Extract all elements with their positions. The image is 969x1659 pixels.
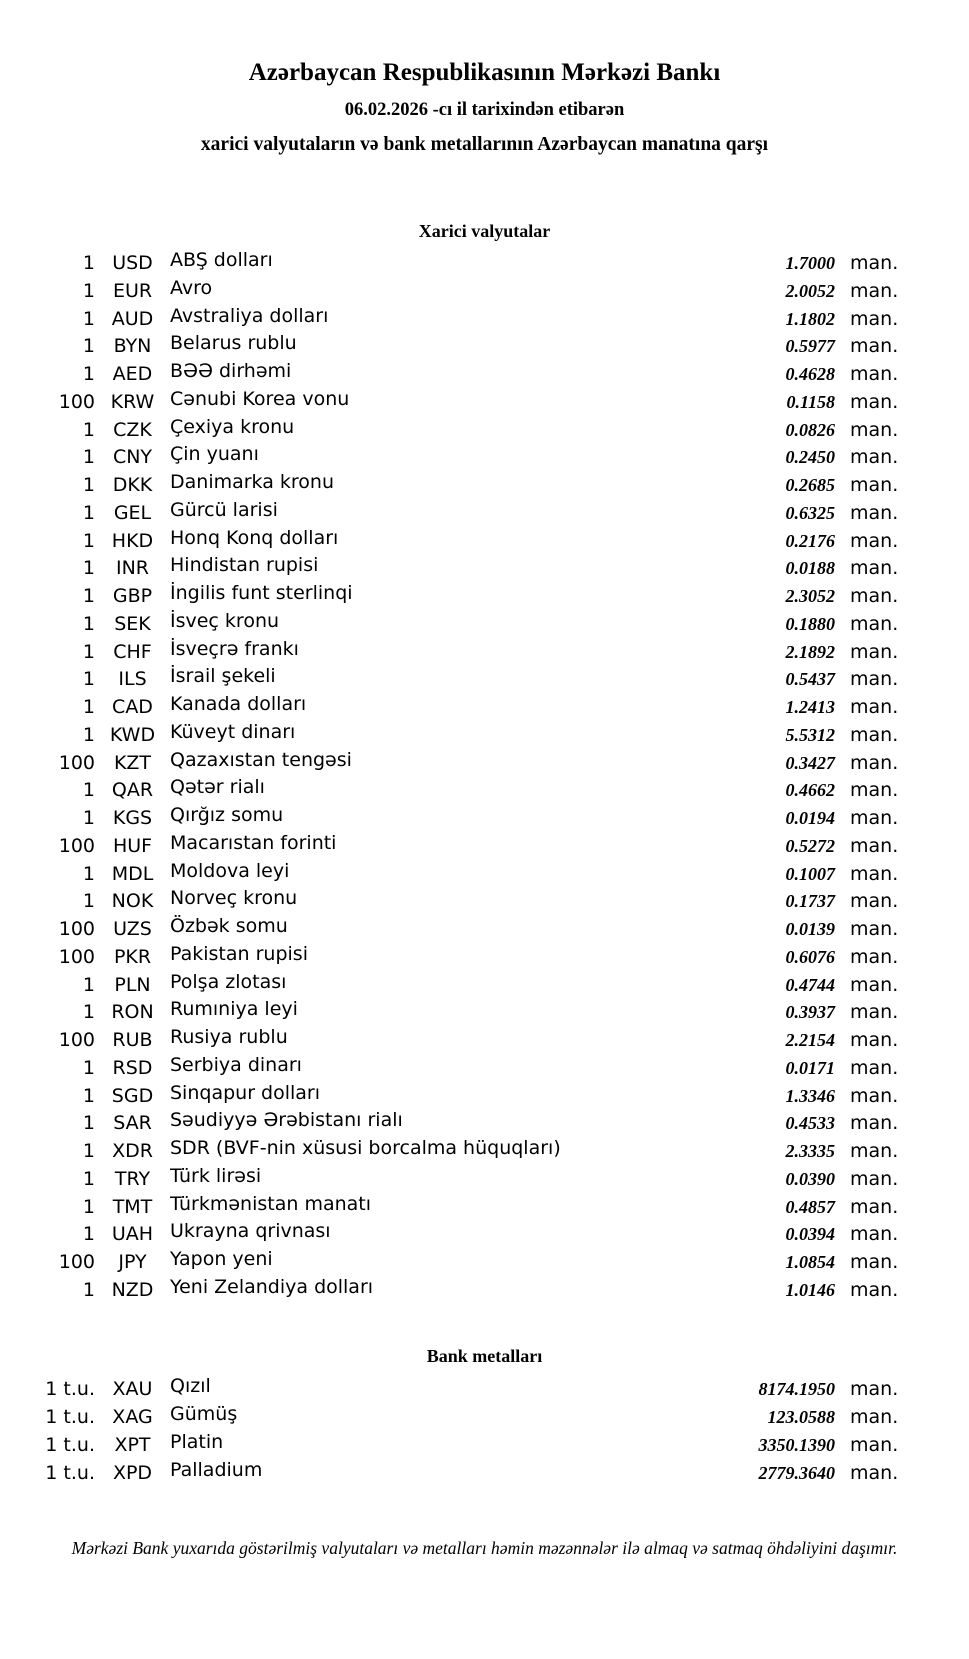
currency-row-name: Belarus rublu bbox=[170, 332, 297, 355]
currency-row-unit: man. bbox=[850, 668, 899, 691]
currency-row-name: İsrail şekeli bbox=[170, 665, 276, 688]
currency-row-unit: man. bbox=[850, 1056, 899, 1079]
currency-row bbox=[0, 1055, 969, 1083]
currency-row-code: KWD bbox=[109, 723, 156, 746]
currency-row-qty: 1 bbox=[82, 557, 95, 580]
currency-row-name: Ukrayna qrivnası bbox=[170, 1220, 331, 1243]
currency-row-qty: 1 bbox=[82, 807, 95, 829]
currency-row-unit: man. bbox=[850, 1029, 899, 1051]
currency-row-unit: man. bbox=[850, 945, 899, 968]
currency-row bbox=[0, 333, 969, 361]
currency-row bbox=[0, 500, 969, 528]
currency-row-code: ILS bbox=[118, 668, 147, 691]
currency-row-unit: man. bbox=[850, 585, 899, 607]
currency-row bbox=[0, 694, 969, 722]
metal-row-name: Palladium bbox=[170, 1458, 263, 1481]
currency-row-code: GEL bbox=[113, 501, 152, 524]
currency-row bbox=[0, 1166, 969, 1194]
currency-row-rate: 1.1802 bbox=[785, 308, 835, 329]
currency-row-rate: 1.2413 bbox=[785, 697, 835, 717]
currency-row-name: Türkmənistan manatı bbox=[170, 1192, 372, 1215]
currency-row bbox=[0, 250, 969, 278]
currency-row-qty: 1 bbox=[82, 1195, 95, 1218]
currency-row-code: MDL bbox=[111, 862, 154, 885]
currency-row-code: SAR bbox=[113, 1112, 152, 1135]
currency-row-rate: 2.0052 bbox=[785, 280, 835, 301]
metal-row-qty: 1 t.u. bbox=[45, 1377, 95, 1400]
currency-row-qty: 1 bbox=[82, 1223, 95, 1246]
currency-row-name: BƏƏ dirhəmi bbox=[170, 360, 292, 382]
metal-row-unit: man. bbox=[850, 1405, 899, 1428]
currency-row-code: KGS bbox=[112, 807, 153, 829]
currency-row-code: CNY bbox=[112, 446, 153, 469]
currency-row-unit: man. bbox=[850, 918, 899, 940]
currency-row-code: CAD bbox=[112, 696, 153, 718]
currency-row-rate: 0.2685 bbox=[785, 475, 835, 495]
currency-row-name: Hindistan rupisi bbox=[170, 554, 319, 577]
metal-row-rate: 2779.3640 bbox=[758, 1462, 835, 1483]
effective-date-line: 06.02.2026 -cı il tarixindən etibarən bbox=[344, 100, 625, 120]
currency-row-unit: man. bbox=[850, 834, 899, 857]
currency-row-qty: 1 bbox=[82, 696, 95, 718]
metal-row-rate: 8174.1950 bbox=[758, 1378, 835, 1399]
currency-row-rate: 0.4662 bbox=[785, 780, 835, 801]
currency-row-unit: man. bbox=[850, 640, 899, 663]
currency-row-qty: 100 bbox=[58, 1029, 95, 1051]
currency-row-code: GBP bbox=[112, 585, 153, 607]
currency-row bbox=[0, 555, 969, 583]
currency-row-unit: man. bbox=[850, 252, 899, 274]
currency-row bbox=[0, 611, 969, 639]
currency-row-rate: 0.0139 bbox=[785, 919, 835, 939]
currency-row-name: ABŞ dolları bbox=[170, 249, 273, 271]
currency-row bbox=[0, 1027, 969, 1055]
metal-row-name: Qızıl bbox=[170, 1374, 211, 1397]
currency-row-qty: 1 bbox=[82, 585, 95, 607]
currency-row-unit: man. bbox=[850, 696, 899, 718]
currency-row-name: İngilis funt sterlinqi bbox=[170, 582, 353, 604]
currency-row-code: AUD bbox=[111, 307, 154, 330]
currency-row-name: Çin yuanı bbox=[170, 443, 259, 466]
currency-row-code: HKD bbox=[111, 529, 154, 552]
currency-row-rate: 0.1737 bbox=[785, 891, 835, 912]
currency-row bbox=[0, 444, 969, 472]
currency-row-qty: 1 bbox=[82, 501, 95, 524]
currency-row-rate: 0.5977 bbox=[785, 336, 835, 357]
currency-row bbox=[0, 528, 969, 556]
currency-row-rate: 2.2154 bbox=[785, 1030, 835, 1050]
currency-row-code: EUR bbox=[112, 279, 153, 302]
currency-row-code: SGD bbox=[111, 1084, 154, 1107]
currency-row-unit: man. bbox=[850, 807, 899, 829]
currency-row-rate: 0.2450 bbox=[785, 447, 835, 468]
currency-row-qty: 1 bbox=[82, 1278, 95, 1301]
currency-row-name: Danimarka kronu bbox=[170, 471, 335, 493]
currency-row-qty: 1 bbox=[82, 1167, 95, 1190]
currency-row-unit: man. bbox=[850, 1140, 899, 1162]
currency-row-qty: 1 bbox=[82, 668, 95, 691]
currency-row-rate: 0.1007 bbox=[785, 863, 835, 884]
currency-row bbox=[0, 916, 969, 944]
currency-row-name: Rumıniya leyi bbox=[170, 998, 298, 1021]
currency-row-name: Polşa zlotası bbox=[170, 970, 287, 993]
currency-row bbox=[0, 805, 969, 833]
currency-row-rate: 0.4857 bbox=[785, 1196, 835, 1217]
currency-row-code: INR bbox=[115, 557, 150, 580]
metal-row bbox=[0, 1431, 969, 1459]
currency-row-rate: 1.0854 bbox=[785, 1252, 835, 1272]
currency-row-rate: 0.0171 bbox=[785, 1057, 835, 1078]
currency-row-unit: man. bbox=[850, 1195, 899, 1218]
currency-row-unit: man. bbox=[850, 973, 899, 996]
metal-row-rate: 123.0588 bbox=[767, 1406, 835, 1427]
currency-row-name: SDR (BVF-nin xüsusi borcalma hüquqları) bbox=[170, 1137, 561, 1159]
currency-row bbox=[0, 1083, 969, 1111]
currency-row-code: PLN bbox=[114, 973, 151, 996]
currency-row-name: Gürcü larisi bbox=[170, 498, 278, 521]
currency-row-qty: 1 bbox=[82, 418, 95, 441]
currency-row-name: Pakistan rupisi bbox=[170, 942, 308, 965]
metal-row bbox=[0, 1459, 969, 1487]
currency-row-code: XDR bbox=[112, 1140, 153, 1162]
currency-row-unit: man. bbox=[850, 1223, 899, 1246]
metal-row-name: Platin bbox=[170, 1430, 224, 1453]
currency-row bbox=[0, 1277, 969, 1305]
currency-row-qty: 1 bbox=[82, 335, 95, 358]
currency-row-unit: man. bbox=[850, 279, 899, 302]
currency-row-name: Yeni Zelandiya dolları bbox=[170, 1275, 374, 1298]
currency-row bbox=[0, 361, 969, 389]
currency-row-rate: 0.5437 bbox=[785, 669, 835, 690]
currency-row-unit: man. bbox=[850, 723, 899, 746]
metal-row-unit: man. bbox=[850, 1377, 899, 1400]
currency-row-qty: 100 bbox=[58, 918, 95, 940]
currency-row-qty: 1 bbox=[82, 1112, 95, 1135]
currency-row-unit: man. bbox=[850, 307, 899, 330]
metal-row bbox=[0, 1403, 969, 1431]
metal-row-code: XPD bbox=[112, 1461, 153, 1484]
currency-row-unit: man. bbox=[850, 446, 899, 469]
currency-row-name: Qazaxıstan tengəsi bbox=[170, 748, 352, 771]
currency-row-code: BYN bbox=[113, 335, 152, 358]
currency-row-qty: 1 bbox=[82, 723, 95, 746]
exchange-rates-page bbox=[0, 58, 969, 1659]
currency-row bbox=[0, 389, 969, 417]
currency-row-rate: 0.1158 bbox=[786, 391, 835, 412]
currency-row-name: Özbək somu bbox=[170, 915, 288, 937]
currency-row bbox=[0, 417, 969, 445]
currency-row-code: UZS bbox=[113, 918, 152, 940]
currency-row-rate: 1.7000 bbox=[785, 253, 835, 273]
currency-row-qty: 1 bbox=[82, 612, 95, 635]
currency-row-qty: 100 bbox=[58, 945, 95, 968]
currency-row-code: TRY bbox=[114, 1167, 151, 1190]
metal-row-qty: 1 t.u. bbox=[45, 1461, 95, 1484]
currency-row-name: Norveç kronu bbox=[170, 887, 298, 910]
currency-row-rate: 0.6325 bbox=[785, 502, 835, 523]
metal-row bbox=[0, 1375, 969, 1403]
currency-row-unit: man. bbox=[850, 390, 899, 413]
currency-row bbox=[0, 888, 969, 916]
currency-row bbox=[0, 750, 969, 778]
currency-row-rate: 0.4744 bbox=[785, 974, 835, 995]
currency-row-rate: 0.4533 bbox=[785, 1113, 835, 1134]
currency-row-name: Yapon yeni bbox=[170, 1248, 273, 1270]
currencies-section-title: Xarici valyutalar bbox=[418, 221, 551, 241]
currency-row-rate: 0.0194 bbox=[785, 808, 835, 828]
currency-row-qty: 1 bbox=[82, 307, 95, 330]
currency-row-code: JPY bbox=[118, 1251, 147, 1273]
currency-row bbox=[0, 1138, 969, 1166]
currency-row bbox=[0, 777, 969, 805]
currency-row-code: DKK bbox=[112, 474, 153, 496]
metal-row-name: Gümüş bbox=[170, 1402, 238, 1425]
currency-row-qty: 1 bbox=[82, 1140, 95, 1162]
metal-row-code: XPT bbox=[114, 1433, 151, 1456]
currency-row bbox=[0, 1221, 969, 1249]
metal-row-unit: man. bbox=[850, 1433, 899, 1456]
currency-row-unit: man. bbox=[850, 1001, 899, 1024]
currency-row-name: İsveçrə frankı bbox=[170, 637, 299, 660]
currency-row-rate: 0.2176 bbox=[785, 530, 835, 551]
metal-row-rate: 3350.1390 bbox=[758, 1434, 835, 1455]
currency-row-name: Moldova leyi bbox=[170, 859, 290, 882]
metals-section-title: Bank metalları bbox=[426, 1345, 543, 1366]
currency-row-unit: man. bbox=[850, 501, 899, 524]
currency-row-rate: 0.0390 bbox=[785, 1168, 835, 1189]
currency-row bbox=[0, 1194, 969, 1222]
currency-row-rate: 2.3335 bbox=[785, 1141, 835, 1161]
currency-row-unit: man. bbox=[850, 779, 899, 802]
currency-row-rate: 5.5312 bbox=[785, 724, 835, 745]
currency-row-rate: 0.0394 bbox=[785, 1224, 835, 1245]
currency-rate-table bbox=[0, 250, 969, 1305]
currency-row bbox=[0, 999, 969, 1027]
currency-row-qty: 1 bbox=[82, 363, 95, 385]
currency-row-name: Qırğız somu bbox=[170, 804, 284, 826]
currency-row bbox=[0, 1110, 969, 1138]
currency-row-rate: 0.4628 bbox=[785, 364, 835, 384]
currency-row-code: RON bbox=[111, 1001, 154, 1024]
currency-row-qty: 1 bbox=[82, 446, 95, 469]
currency-row bbox=[0, 278, 969, 306]
currency-row-unit: man. bbox=[850, 1251, 899, 1273]
currency-row-code: NOK bbox=[111, 890, 154, 913]
currency-row bbox=[0, 944, 969, 972]
currency-row-name: Macarıstan forinti bbox=[170, 831, 337, 854]
currency-row-qty: 1 bbox=[82, 474, 95, 496]
currency-row-rate: 0.3427 bbox=[785, 752, 835, 773]
currency-row-unit: man. bbox=[850, 862, 899, 885]
metals-rate-table bbox=[0, 1375, 969, 1487]
currency-row-rate: 2.1892 bbox=[785, 641, 835, 662]
currency-row-qty: 1 bbox=[82, 973, 95, 996]
currency-row-name: Küveyt dinarı bbox=[170, 720, 296, 743]
currency-row-name: Qətər rialı bbox=[170, 776, 265, 799]
currency-row bbox=[0, 972, 969, 1000]
currency-row-code: RUB bbox=[112, 1029, 153, 1051]
currency-row-code: KRW bbox=[110, 390, 155, 413]
currency-row-code: TMT bbox=[112, 1195, 153, 1218]
currency-row-name: Kanada dolları bbox=[170, 693, 307, 715]
currency-row-qty: 100 bbox=[58, 390, 95, 413]
currency-row bbox=[0, 639, 969, 667]
currency-row-qty: 100 bbox=[58, 751, 95, 774]
currency-row-rate: 1.0146 bbox=[785, 1279, 835, 1300]
currency-row bbox=[0, 1249, 969, 1277]
page-title: Azərbaycan Respublikasının Mərkəzi Bankı bbox=[248, 59, 721, 86]
currency-row-unit: man. bbox=[850, 1112, 899, 1135]
currency-row-rate: 0.6076 bbox=[785, 946, 835, 967]
currency-row-code: HUF bbox=[112, 834, 153, 857]
currency-row-name: Avstraliya dolları bbox=[170, 304, 329, 327]
currency-row-code: AED bbox=[112, 363, 153, 385]
currency-row-unit: man. bbox=[850, 1167, 899, 1190]
currency-row-unit: man. bbox=[850, 418, 899, 441]
currency-row-code: USD bbox=[112, 252, 153, 274]
currency-row-qty: 1 bbox=[82, 890, 95, 913]
metal-row-qty: 1 t.u. bbox=[45, 1405, 95, 1428]
currency-row-rate: 2.3052 bbox=[785, 586, 835, 606]
currency-row-rate: 0.1880 bbox=[785, 613, 835, 634]
currency-row-qty: 1 bbox=[82, 279, 95, 302]
currency-row-qty: 1 bbox=[82, 862, 95, 885]
currency-row-qty: 100 bbox=[58, 1251, 95, 1273]
currency-row-name: Səudiyyə Ərəbistanı rialı bbox=[170, 1109, 403, 1132]
metal-row-code: XAG bbox=[112, 1405, 153, 1428]
metal-row-code: XAU bbox=[112, 1377, 153, 1400]
page-subtitle: xarici valyutaların və bank metallarının Azərbaycan manatına qarşı bbox=[200, 134, 769, 155]
currency-row-code: RSD bbox=[112, 1056, 153, 1079]
currency-row-code: QAR bbox=[111, 779, 154, 802]
currency-row-unit: man. bbox=[850, 474, 899, 496]
currency-row-unit: man. bbox=[850, 1084, 899, 1107]
currency-row-qty: 1 bbox=[82, 1084, 95, 1107]
currency-row-unit: man. bbox=[850, 1278, 899, 1301]
currency-row-rate: 1.3346 bbox=[785, 1085, 835, 1106]
currency-row-code: CZK bbox=[113, 418, 152, 441]
currency-row-rate: 0.0188 bbox=[785, 558, 835, 579]
currency-row-name: Rusiya rublu bbox=[170, 1026, 288, 1048]
currency-row-name: Serbiya dinarı bbox=[170, 1053, 302, 1076]
currency-row-qty: 1 bbox=[82, 1001, 95, 1024]
currency-row-code: UAH bbox=[111, 1223, 154, 1246]
currency-row-qty: 1 bbox=[82, 640, 95, 663]
currency-row-code: KZT bbox=[113, 751, 152, 774]
currency-row-name: Avro bbox=[170, 276, 213, 299]
currency-row-code: CHF bbox=[113, 640, 152, 663]
currency-row-name: Çexiya kronu bbox=[170, 415, 295, 438]
currency-row-qty: 1 bbox=[82, 252, 95, 274]
currency-row-qty: 1 bbox=[82, 529, 95, 552]
currency-row bbox=[0, 833, 969, 861]
metal-row-unit: man. bbox=[850, 1461, 899, 1484]
currency-row-unit: man. bbox=[850, 751, 899, 774]
currency-row bbox=[0, 666, 969, 694]
currency-row-unit: man. bbox=[850, 890, 899, 913]
currency-row-unit: man. bbox=[850, 335, 899, 358]
currency-row-unit: man. bbox=[850, 557, 899, 580]
currency-row-code: SEK bbox=[114, 612, 151, 635]
currency-row-code: PKR bbox=[113, 945, 152, 968]
currency-row bbox=[0, 583, 969, 611]
currency-row-rate: 0.5272 bbox=[785, 835, 835, 856]
currency-row-name: Türk lirəsi bbox=[170, 1164, 262, 1187]
currency-row-name: Honq Konq dolları bbox=[170, 526, 339, 549]
currency-row-unit: man. bbox=[850, 612, 899, 635]
currency-row-name: İsveç kronu bbox=[170, 609, 280, 632]
currency-row-unit: man. bbox=[850, 363, 899, 385]
currency-row-name: Sinqapur dolları bbox=[170, 1081, 321, 1104]
currency-row-name: Cənubi Korea vonu bbox=[170, 387, 350, 410]
currency-row-qty: 1 bbox=[82, 779, 95, 802]
currency-row-code: NZD bbox=[111, 1278, 154, 1301]
currency-row-qty: 1 bbox=[82, 1056, 95, 1079]
bank-obligation-note: Mərkəzi Bank yuxarıda göstərilmiş valyutaları və metalları həmin məzənnələr ilə almaq və satmaq öhdəliyini daşımır. bbox=[71, 1537, 898, 1558]
currency-row bbox=[0, 861, 969, 889]
metal-row-qty: 1 t.u. bbox=[45, 1433, 95, 1456]
currency-row bbox=[0, 472, 969, 500]
currency-row-unit: man. bbox=[850, 529, 899, 552]
currency-row-rate: 0.0826 bbox=[785, 419, 835, 440]
currency-row-qty: 100 bbox=[58, 834, 95, 857]
currency-row bbox=[0, 722, 969, 750]
currency-row-rate: 0.3937 bbox=[785, 1002, 835, 1023]
currency-row bbox=[0, 306, 969, 334]
